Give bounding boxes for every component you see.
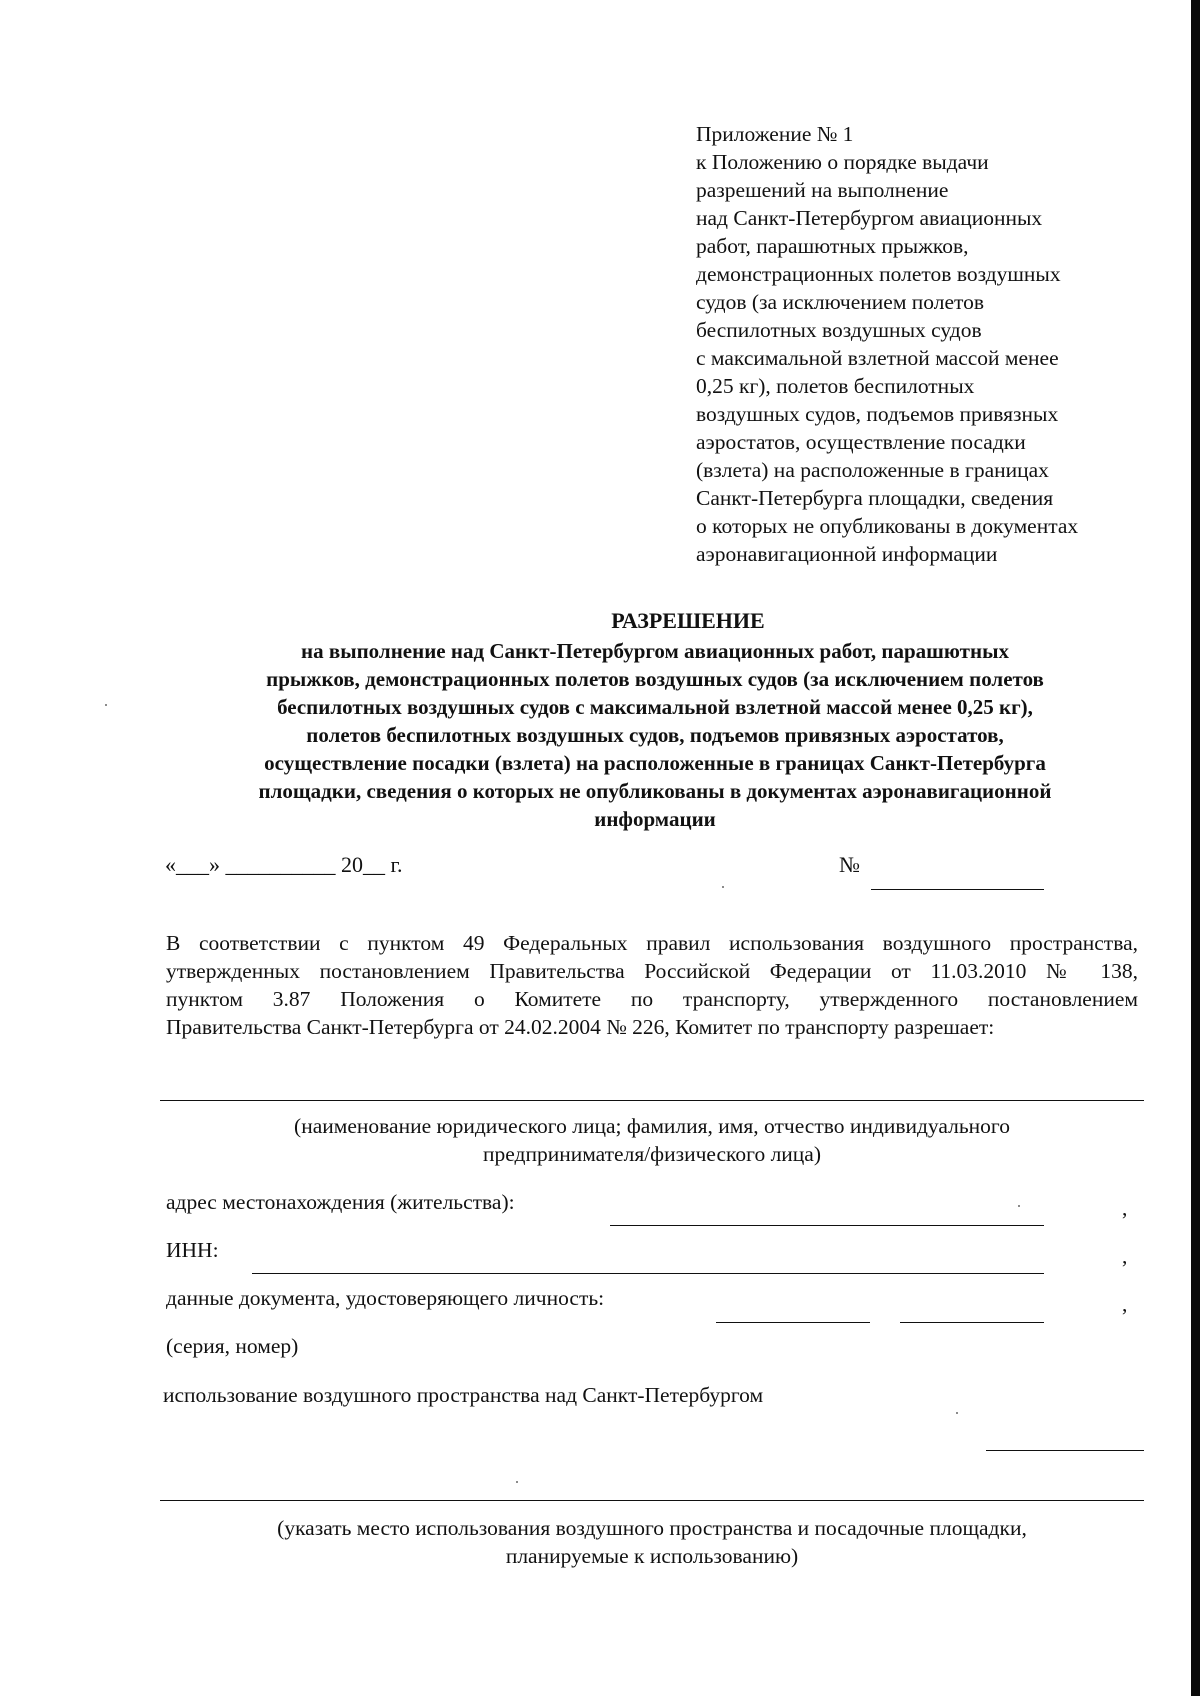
- appendix-header: [696, 120, 1166, 568]
- caption-line: (наименование юридического лица; фамилия, имя, отчество индивидуального: [294, 1114, 1010, 1138]
- place-blank: [160, 1500, 1144, 1501]
- place-caption: [160, 1514, 1144, 1570]
- appendix-line: с максимальной взлетной массой менее: [696, 346, 1059, 370]
- subtitle-line: осуществление посадки (взлета) на расположенные в границах Санкт-Петербурга: [264, 751, 1046, 775]
- id-number-blank: [900, 1322, 1044, 1323]
- appendix-line: демонстрационных полетов воздушных: [696, 262, 1061, 286]
- subtitle-line: беспилотных воздушных судов с максимальной взлетной массой менее 0,25 кг),: [277, 695, 1033, 719]
- scan-speck: [956, 1412, 958, 1414]
- appendix-line: беспилотных воздушных судов: [696, 318, 982, 342]
- subtitle-line: прыжков, демонстрационных полетов воздушных судов (за исключением полетов: [266, 667, 1044, 691]
- appendix-line: (взлета) на расположенные в границах: [696, 458, 1049, 482]
- airspace-use-label: использование воздушного пространства над Санкт-Петербургом: [163, 1383, 764, 1407]
- appendix-line: Санкт-Петербурга площадки, сведения: [696, 486, 1054, 510]
- paragraph-line: Правительства Санкт-Петербурга от 24.02.2004 № 226, Комитет по транспорту разрешает:: [166, 1015, 995, 1039]
- permit-title: РАЗРЕШЕНИЕ: [611, 608, 765, 633]
- appendix-line: разрешений на выполнение: [696, 178, 949, 202]
- entity-caption: [160, 1112, 1144, 1168]
- appendix-line: Приложение № 1: [696, 122, 854, 146]
- subtitle-line: полетов беспилотных воздушных судов, подъемов привязных аэростатов,: [306, 723, 1004, 747]
- appendix-line: воздушных судов, подъемов привязных: [696, 402, 1059, 426]
- appendix-line: 0,25 кг), полетов беспилотных: [696, 374, 975, 398]
- scan-speck: [722, 886, 724, 888]
- id-series-blank: [716, 1322, 870, 1323]
- inn-label: ИНН:: [166, 1238, 219, 1262]
- appendix-line: о которых не опубликованы в документах: [696, 514, 1079, 538]
- inn-blank: [252, 1273, 1044, 1274]
- scan-edge-bar: [1191, 0, 1200, 1696]
- scan-speck: [105, 704, 107, 706]
- permit-subtitle: [190, 637, 1120, 833]
- caption-line: планируемые к использованию): [505, 1544, 799, 1568]
- caption-line: предпринимателя/физического лица): [482, 1142, 822, 1166]
- appendix-line: аэростатов, осуществление посадки: [696, 430, 1026, 454]
- airspace-use-blank: [986, 1450, 1144, 1451]
- subtitle-line: информации: [594, 807, 716, 831]
- scan-speck: [1018, 1205, 1020, 1207]
- issue-date-line: «___» __________ 20__ г.: [165, 852, 403, 877]
- caption-line: (указать место использования воздушного пространства и посадочные площадки,: [277, 1516, 1027, 1540]
- subtitle-line: площадки, сведения о которых не опубликованы в документах аэронавигационной: [258, 779, 1052, 803]
- paragraph-line: пунктом 3.87 Положения о Комитете по транспорту, утвержденного постановлением: [166, 987, 1138, 1011]
- id-document-comma: ,: [1122, 1292, 1128, 1316]
- paragraph-line: утвержденных постановлением Правительства Российской Федерации от 11.03.2010 № 138,: [166, 959, 1138, 983]
- legal-basis-paragraph: [166, 929, 1138, 1041]
- appendix-line: судов (за исключением полетов: [696, 290, 985, 314]
- address-label: адрес местонахождения (жительства):: [166, 1190, 515, 1214]
- permit-number-label: №: [839, 852, 860, 877]
- address-comma: ,: [1122, 1196, 1128, 1220]
- id-document-label: данные документа, удостоверяющего личность:: [166, 1286, 605, 1310]
- appendix-line: к Положению о порядке выдачи: [696, 150, 989, 174]
- subtitle-line: на выполнение над Санкт-Петербургом авиационных работ, парашютных: [301, 639, 1009, 663]
- series-number-label: (серия, номер): [166, 1334, 299, 1358]
- appendix-line: работ, парашютных прыжков,: [696, 234, 969, 258]
- paragraph-line: В соответствии с пунктом 49 Федеральных правил использования воздушного пространства,: [166, 931, 1138, 955]
- entity-name-blank: [160, 1100, 1144, 1101]
- appendix-line: над Санкт-Петербургом авиационных: [696, 206, 1043, 230]
- inn-comma: ,: [1122, 1244, 1128, 1268]
- scan-speck: [516, 1481, 518, 1483]
- appendix-line: аэронавигационной информации: [696, 542, 998, 566]
- address-blank: [610, 1225, 1044, 1226]
- permit-number-blank: [871, 889, 1044, 890]
